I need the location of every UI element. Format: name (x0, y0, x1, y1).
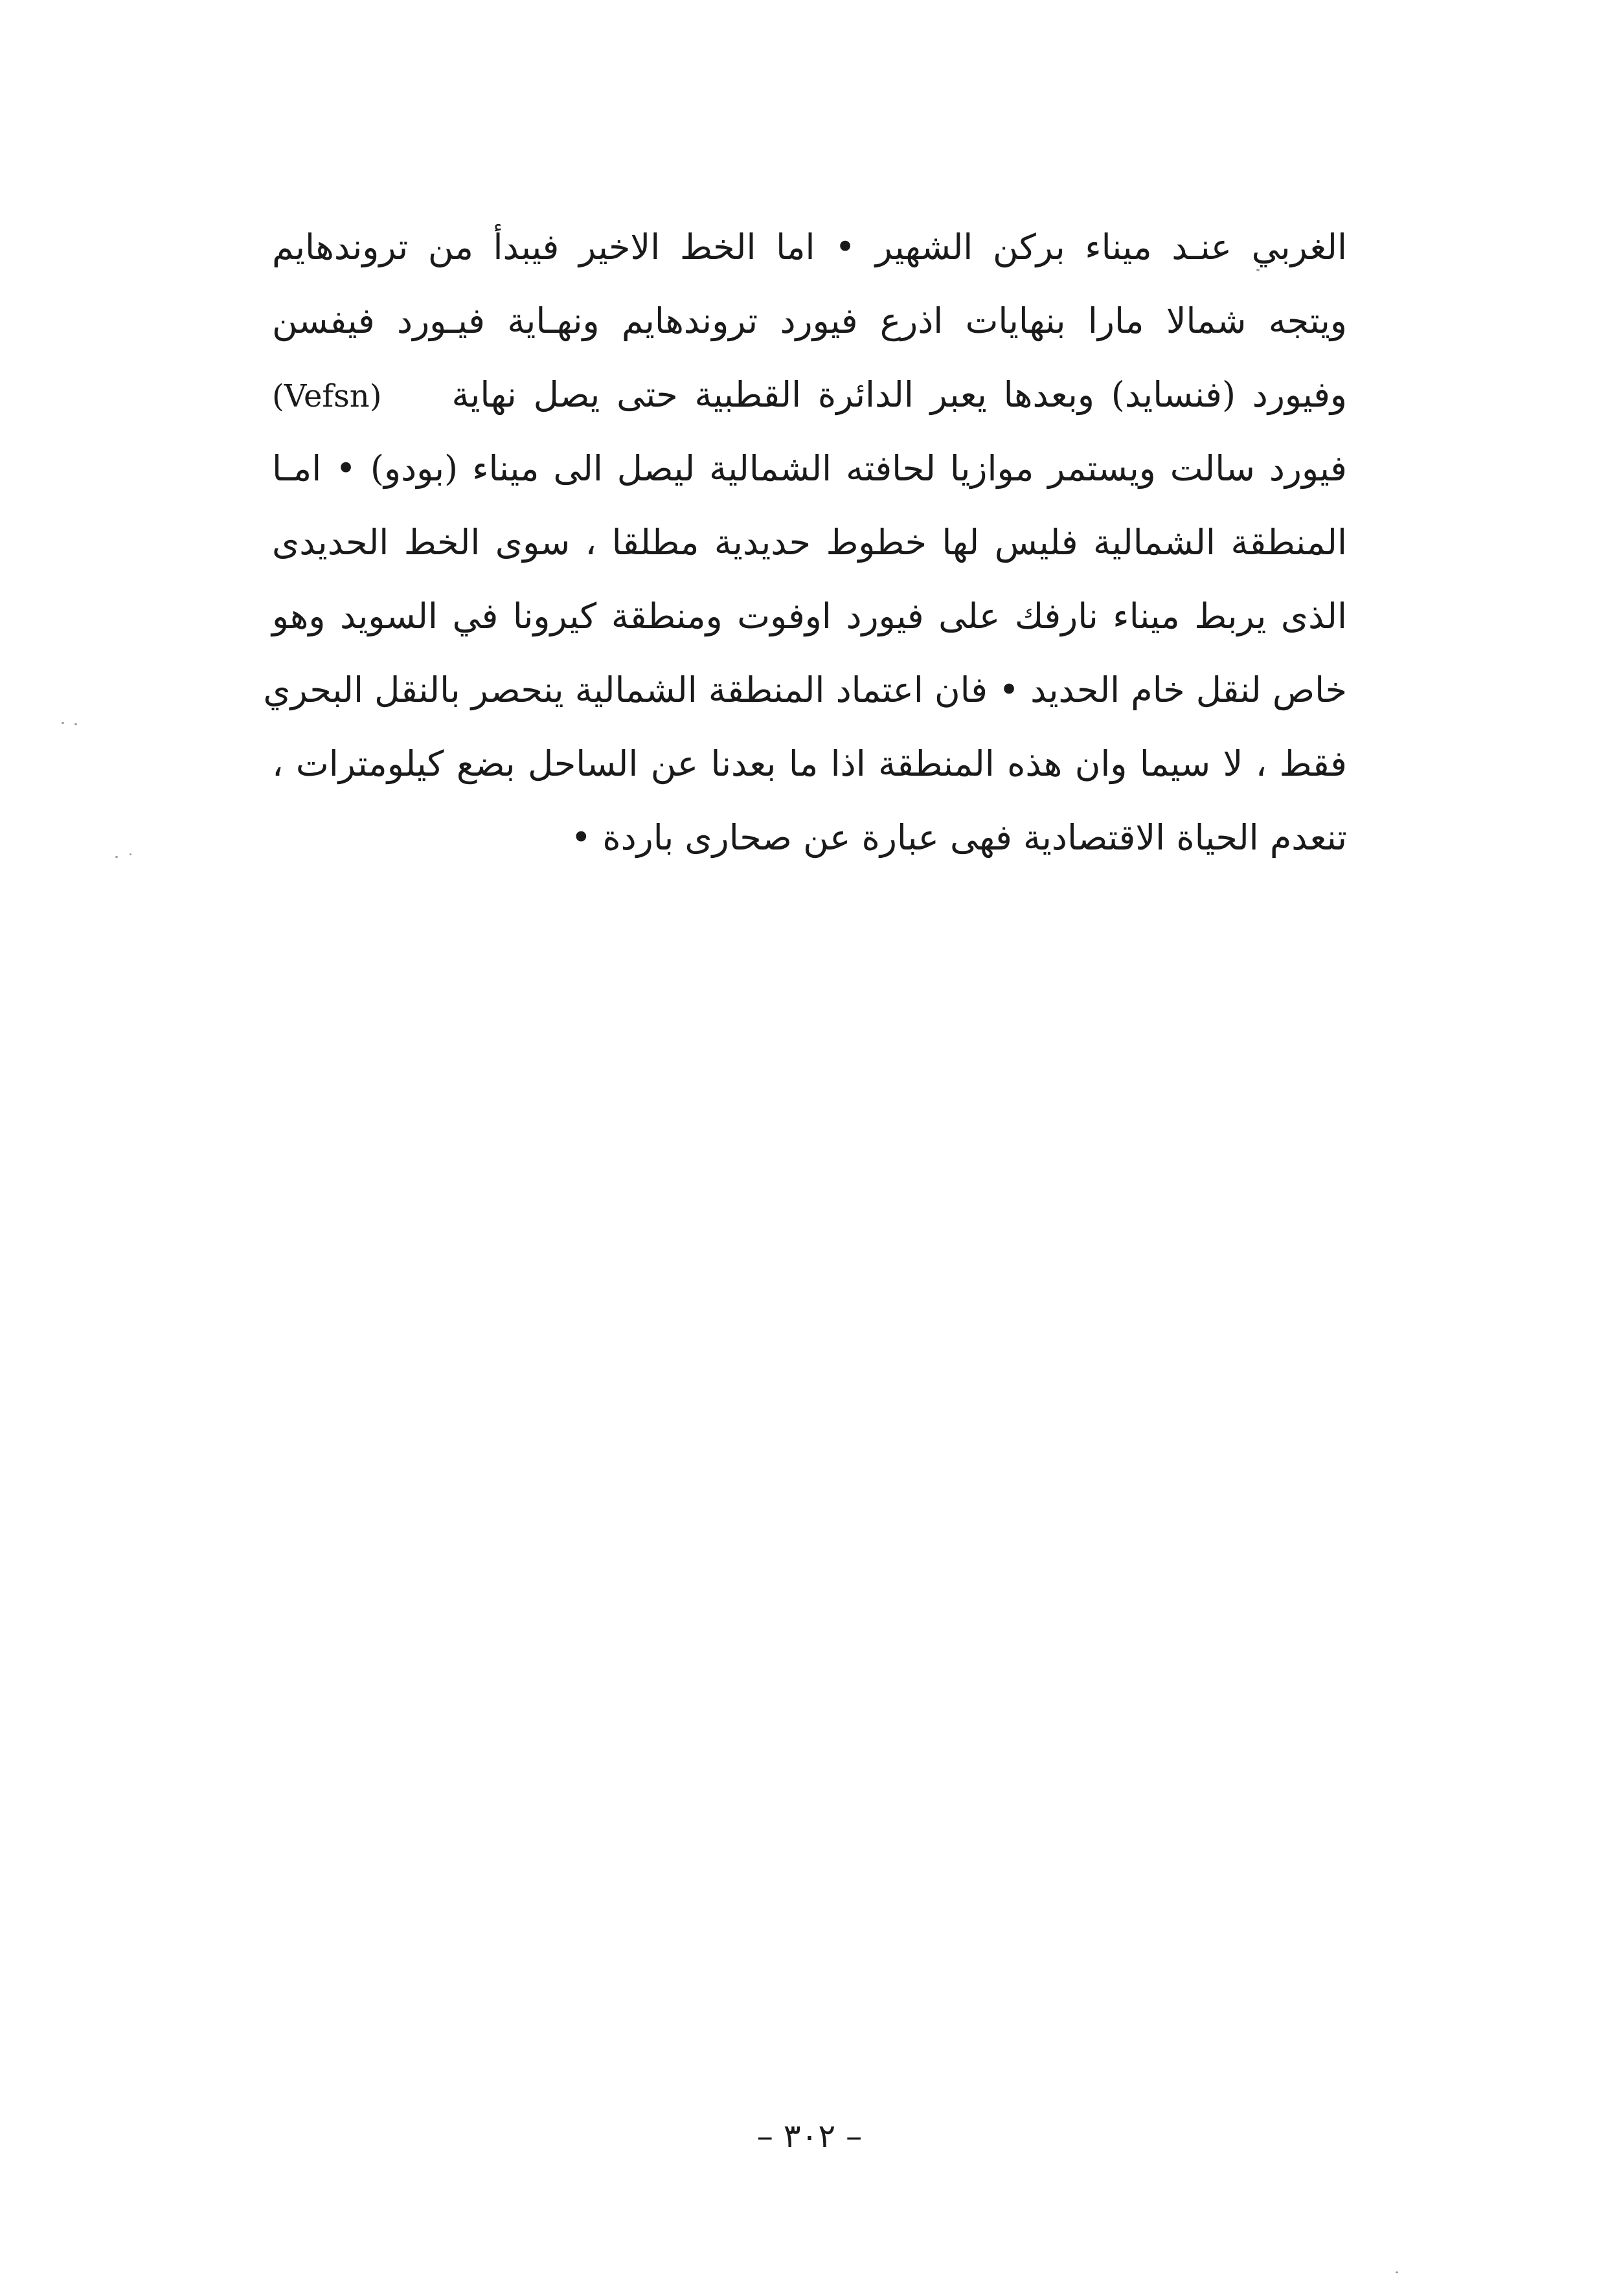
text-line-5: المنطقة الشمالية فليس لها خطوط حديدية مطلقا ، سوى الخط الحديدى (272, 522, 1347, 563)
text-line-3-arabic: وفيورد (فنسايد) وبعدها يعبر الدائرة القطبية حتى يصل نهاية (451, 374, 1347, 415)
page-number: – ٣٠٢ – (756, 2117, 863, 2155)
scan-speck (130, 853, 131, 855)
text-line-6: الذى يربط ميناء نارفك على فيورد اوفوت ومنطقة كيرونا في السويد وهو (272, 596, 1347, 636)
text-line-3 (272, 358, 1347, 432)
body-text (263, 210, 1347, 875)
text-line-1: الغربي عنـد ميناء بركن الشهير • اما الخط الاخير فيبدأ من تروندهايم (272, 227, 1347, 267)
text-line-8: فقط ، لا سيما وان هذه المنطقة اذا ما بعدنا عن الساحل بضع كيلومترات ، (272, 743, 1347, 784)
text-line-9: تنعدم الحياة الاقتصادية فهى عبارة عن صحارى باردة • (571, 817, 1347, 858)
latin-term: (Vefsn) (272, 378, 382, 414)
text-line-2: ويتجه شمالا مارا بنهايات اذرع فيورد تروندهايم ونهـاية فيـورد فيفسن (272, 300, 1347, 341)
scan-speck (1256, 269, 1260, 271)
scan-speck (115, 856, 118, 858)
text-line-7: خاص لنقل خام الحديد • فان اعتماد المنطقة الشمالية ينحصر بالنقل البحري (263, 670, 1347, 710)
scan-speck (74, 723, 77, 725)
scan-speck (62, 722, 64, 724)
text-line-4: فيورد سالت ويستمر موازيا لحافته الشمالية ليصل الى ميناء (بودو) • امـا (272, 448, 1347, 489)
scan-speck (1396, 2271, 1398, 2273)
